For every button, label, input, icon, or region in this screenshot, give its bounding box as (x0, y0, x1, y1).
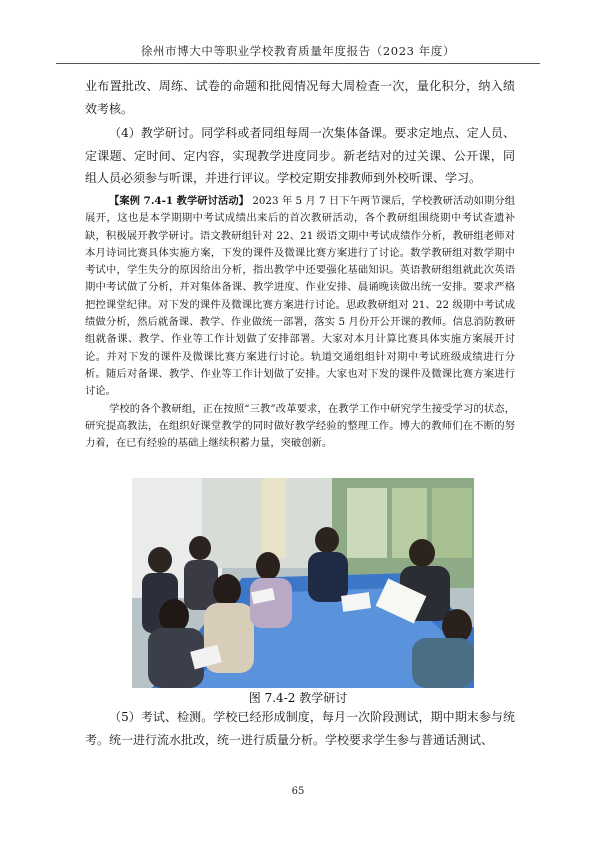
body-section-bottom (85, 706, 515, 751)
paragraph-exams: （5）考试、检测。学校已经形成制度，每月一次阶段测试，期中期末参与统考。统一进行流水批改，统一进行质量分析。学校要求学生参与普通话测试、 (85, 710, 515, 747)
case-paragraph-2: 学校的各个教研组，正在按照“三教”改革要求，在教学工作中研究学生接受学习的状态，研究提高教法，在组织好课堂教学的同时做好教学经验的整理工作。博大的教师们在不断的努力着，在已有经验的基础上继续积蓄力量，突破创新。 (85, 402, 515, 450)
case-paragraph-1 (85, 193, 515, 401)
teaching-research-photo (132, 478, 474, 688)
case-study-block (85, 193, 515, 452)
page-number: 65 (291, 786, 305, 797)
paragraph-teaching-research: （4）教学研讨。同学科或者同组每周一次集体备课。要求定地点、定人员、定课题、定时间、定内容，实现教学进度同步。新老结对的过关课、公开课，同组人员必须参与听课，并进行评议。学校定期安排教师到外校听课、学习。 (85, 126, 515, 185)
figure-caption: 图 7.4-2 教学研讨 (248, 691, 348, 705)
case-text-1: 2023 年 5 月 7 日下午两节课后，学校教研活动如期分组展开，这也是本学期期中考试成绩出来后的首次教研活动，各个教研组围绕期中考试查遗补缺，积极展开教学研讨。语文教研组针对 22、21 级语文期中考试成绩作分析，教研组老师对本月诗词比赛具体实施方案，下发的课件及微课比赛方案进行了讨论。数学教研组对数学期中考试中，学生失分的原因给出分析，指出教学中还要强化基础知识。英语教研组组就此次英语期中考试做了分析，并对集体备课、教学进度、作业安排、晨诵晚读做出统一安排。要求严格把控课堂纪律。对下发的课件及微课比赛方案进行讨论。思政教研组对 21、22 级期中考试成绩做分析，然后就备课、教学、作业做统一部署，落实 5 月份开公开课的教师。信息消防教研组就备课、教学、作业等工作计划做了安排部署。大家对本月计算比赛具体实施方案展开讨论。并对下发的课件及微课比赛方案进行讨论。轨道交通组组针对期中考试班级成绩进行分析。随后对备课、教学、作业等工作计划做了安排。大家也对下发的课件及微课比赛方案进行讨论。 (85, 195, 515, 398)
header-divider (56, 63, 540, 64)
paragraph-homework-check: 业布置批改、周练、试卷的命题和批阅情况每大周检查一次，量化积分，纳入绩效考核。 (85, 79, 515, 116)
case-label: 【案例 7.4-1 教学研讨活动】 (109, 195, 250, 207)
page-header: 徐州市博大中等职业学校教育质量年度报告（2023 年度） (140, 44, 456, 58)
body-section-top (85, 75, 515, 190)
